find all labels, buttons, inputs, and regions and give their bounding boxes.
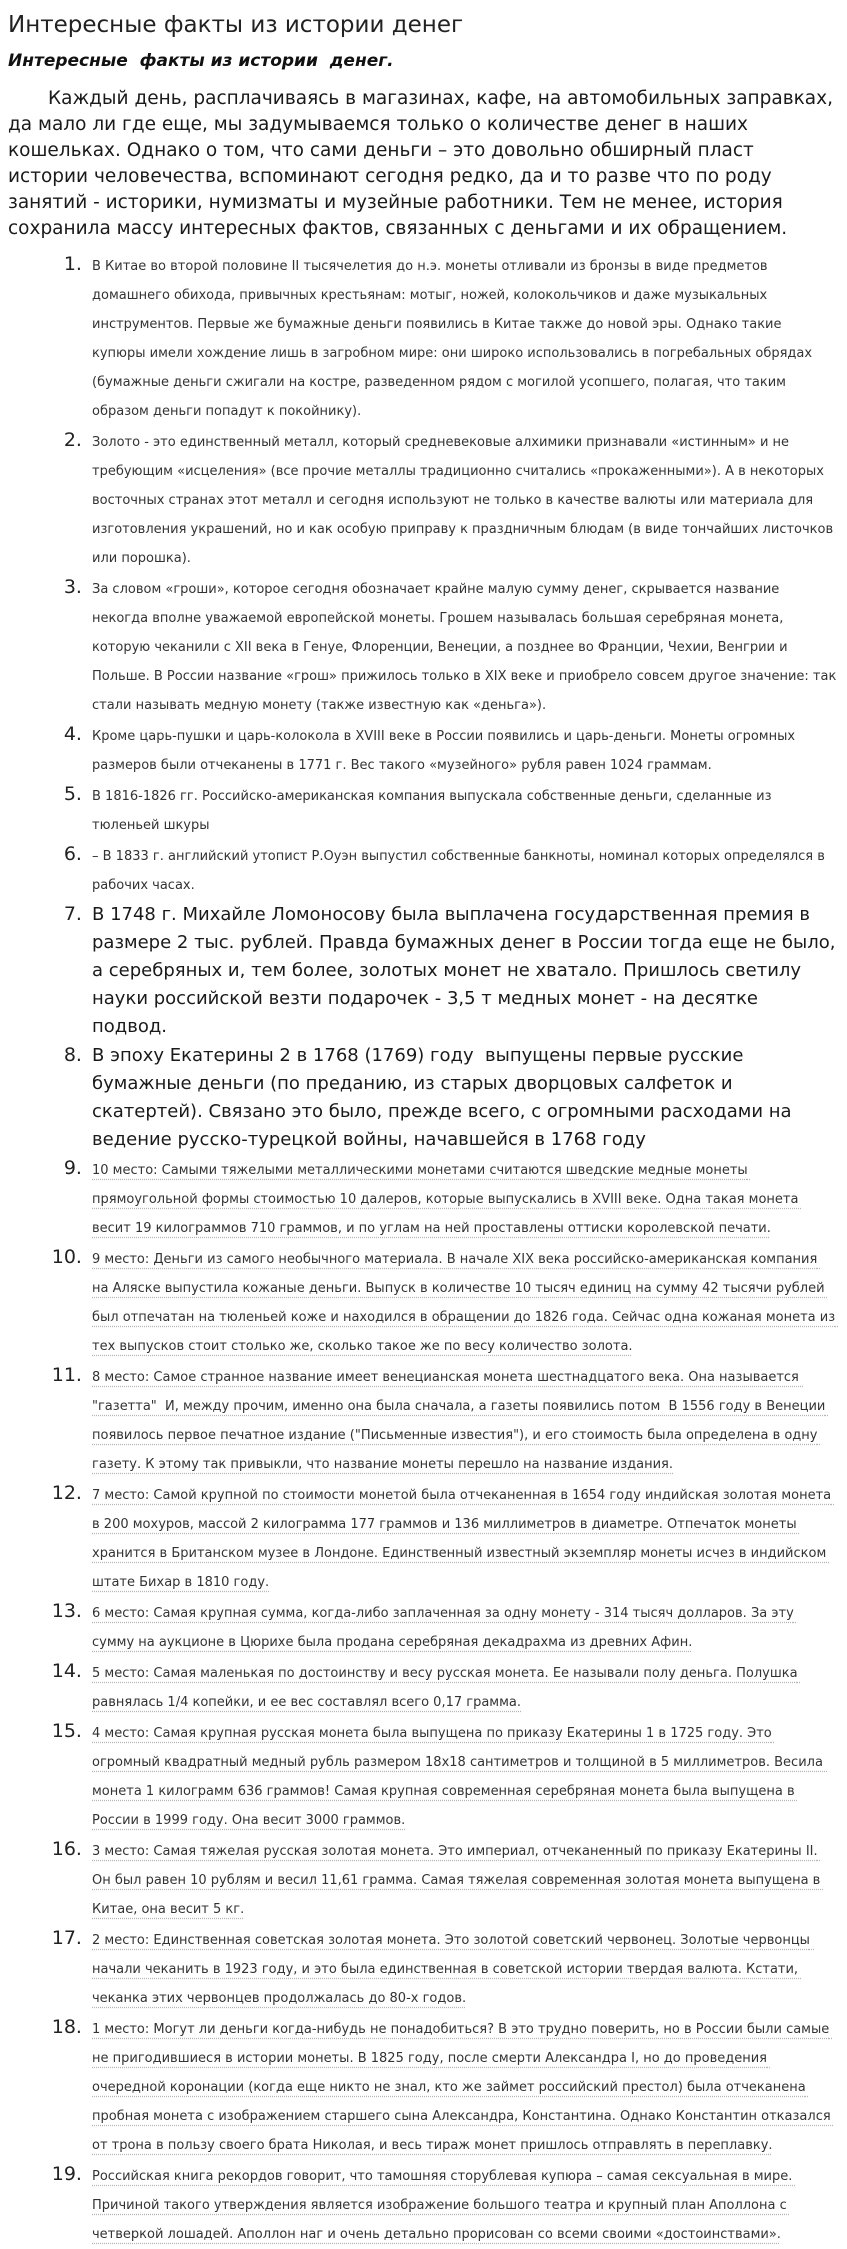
fact-item-15 [88,1717,837,1835]
fact-text: 1 место: Могут ли деньги когда-нибудь не понадобиться? В это трудно поверить, но в России были самые не пригодившиеся в истории монеты. В 1825 году, после смерти Александра I, но до проведения очередной коронации (когда еще никто не знал, кто же займет российский престол) была отчеканена пробная монета с изображением старшего сына Александра, Константина. Однако Константин отказался от трона в пользу своего брата Николая, и весь тираж монет пришлось отправлять в переплавку. [92,2022,835,2153]
fact-item-6 [88,840,837,900]
fact-item-5 [88,780,837,840]
facts-list [8,250,842,2249]
fact-text: 6 место: Самая крупная сумма, когда-либо заплаченная за одну монету - 314 тысяч долларов. За эту сумму на аукционе в Цюрихе была продана серебряная декадрахма из древних Афин. [92,1606,798,1650]
fact-item-4 [88,720,837,780]
fact-text: В 1816-1826 гг. Российско-американская компания выпускала собственные деньги, сделанные из тюленьей шкуры [92,789,776,833]
fact-text: В эпоху Екатерины 2 в 1768 (1769) году выпущены первые русские бумажные деньги (по преданию, из старых дворцовых салфеток и скатертей). Связано это было, прежде всего, с огромными расходами на ведение русско-турецкой войны, начавшейся в 1768 году [92,1045,798,1150]
fact-text: Российская книга рекордов говорит, что тамошняя сторублевая купюра – самая сексуальная в мире. Причиной такого утверждения является изображение большого театра и крупный план Аполлона с четверкой лошадей. Аполлон наг и очень детально прорисован со всеми своими «достоинствами». [92,2169,797,2242]
page-title: Интересные факты из истории денег [8,12,464,38]
fact-text: 9 место: Деньги из самого необычного материала. В начале XIX века российско-американская компания на Аляске выпустила кожаные деньги. Выпуск в количестве 10 тысяч единиц на сумму 42 тысячи рублей был отпечатан на тюленьей коже и находился в обращении до 1826 года. Сейчас одна кожаная монета из тех выпусков стоит столько же, сколько такое же по весу количество золота. [92,1252,840,1354]
article-title: Интересные факты из истории денег. [8,51,394,71]
fact-text: 7 место: Самой крупной по стоимости монетой была отчеканенная в 1654 году индийская золотая монета в 200 мохуров, массой 2 килограмма 177 граммов и 136 миллиметров в диаметре. Отпечаток монеты хранится в Британском музее в Лондоне. Единственный известный экземпляр монеты исчез в индийском штате Бихар в 1810 году. [92,1488,836,1590]
fact-item-8 [88,1041,837,1154]
fact-text: В Китае во второй половине II тысячелетия до н.э. монеты отливали из бронзы в виде предметов домашнего обихода, привычных крестьянам: мотыг, ножей, колокольчиков и даже музыкальных инструментов. Первые же бумажные деньги появились в Китае также до новой эры. Однако такие купюры имели хождение лишь в загробном мире: они широко использовались в погребальных обрядах (бумажные деньги сжигали на костре, разведенном рядом с могилой усопшего, полагая, что таким образом деньги попадут к покойнику). [92,259,817,419]
fact-text: 8 место: Самое странное название имеет венецианская монета шестнадцатого века. Она называется "газетта" И, между прочим, именно она была сначала, а газеты появились потом В 1556 году в Венеции появилось первое печатное издание ("Письменные известия"), и его стоимость была определена в одну газету. К этому так привыкли, что название монеты перешло на название издания. [92,1370,830,1472]
fact-item-1 [88,250,837,426]
fact-item-12 [88,1479,837,1597]
fact-item-11 [88,1361,837,1479]
fact-item-9 [88,1154,837,1243]
fact-text: – В 1833 г. английский утопист Р.Оуэн выпустил собственные банкноты, номинал которых определялся в рабочих часах. [92,849,830,893]
fact-text: 4 место: Самая крупная русская монета была выпущена по приказу Екатерины 1 в 1725 году. Это огромный квадратный медный рубль размером 18х18 сантиметров и толщиной в 5 миллиметров. Весила монета 1 килограмм 636 граммов! Самая крупная современная серебряная монета была выпущена в России в 1999 году. Она весит 3000 граммов. [92,1726,828,1828]
fact-item-17 [88,1924,837,2013]
fact-text: Кроме царь-пушки и царь-колокола в XVIII веке в России появились и царь-деньги. Монеты огромных размеров были отчеканены в 1771 г. Вес такого «музейного» рубля равен 1024 граммам. [92,729,800,773]
intro-paragraph: Каждый день, расплачиваясь в магазинах, кафе, на автомобильных заправках, да мало ли где еще, мы задумываемся только о количестве денег в наших кошельках. Однако о том, что сами деньги – это довольно обширный пласт истории человечества, вспоминают сегодня редко, да и то разве что по роду занятий - историки, нумизматы и музейные работники. Тем не менее, история сохранила массу интересных фактов, связанных с деньгами и их обращением. [8,88,833,239]
fact-item-13 [88,1597,837,1657]
fact-text: Золото - это единственный металл, который средневековые алхимики признавали «истинным» и не требующим «исцеления» (все прочие металлы традиционно считались «прокаженными»). А в некоторых восточных странах этот металл и сегодня используют не только в качестве валюты или материала для изготовления украшений, но и как особую приправу к праздничным блюдам (в виде тончайших листочков или порошка). [92,435,838,566]
fact-text: В 1748 г. Михайле Ломоносову была выплачена государственная премия в размере 2 тыс. рублей. Правда бумажных денег в России тогда еще не было, а серебряных и, тем более, золотых монет не хватало. Пришлось светилу науки российской везти подарочек - 3,5 т медных монет - на десятке подвод. [92,904,842,1037]
fact-text: 2 место: Единственная советская золотая монета. Это золотой советский червонец. Золотые червонцы начали чеканить в 1923 году, и это была единственная в советской истории твердая валюта. Кстати, чеканка этих червонцев продолжалась до 80-х годов. [92,1933,815,2006]
fact-item-10 [88,1243,840,1361]
fact-text: За словом «гроши», которое сегодня обозначает крайне малую сумму денег, скрывается название некогда вполне уважаемой европейской монеты. Грошем называлась большая серебряная монета, которую чеканили с XII века в Генуе, Флоренции, Венеции, а позднее во Франции, Чехии, Венгрии и Польше. В России название «грош» прижилось только в XIX веке и приобрело совсем другое значение: так стали называть медную монету (также известную как «деньга»). [92,582,841,713]
fact-item-18 [88,2013,837,2160]
fact-item-7 [88,900,842,1041]
fact-text: 3 место: Самая тяжелая русская золотая монета. Это империал, отчеканенный по приказу Екатерины II. Он был равен 10 рублям и весил 11,61 грамма. Самая тяжелая современная золотая монета выпущена в Китае, она весит 5 кг. [92,1844,825,1917]
fact-item-3 [88,573,841,720]
fact-text: 5 место: Самая маленькая по достоинству и весу русская монета. Ее называли полу деньга. Полушка равнялась 1/4 копейки, и ее вес составлял всего 0,17 грамма. [92,1666,802,1710]
fact-item-19 [88,2160,837,2249]
fact-text: 10 место: Самыми тяжелыми металлическими монетами считаются шведские медные монеты прямоугольной формы стоимостью 10 далеров, которые выпускались в XVIII веке. Одна такая монета весит 19 килограммов 710 граммов, и по углам на ней проставлены оттиски королевской печати. [92,1163,803,1236]
fact-item-14 [88,1657,837,1717]
fact-item-2 [88,426,837,573]
fact-item-16 [88,1835,837,1924]
